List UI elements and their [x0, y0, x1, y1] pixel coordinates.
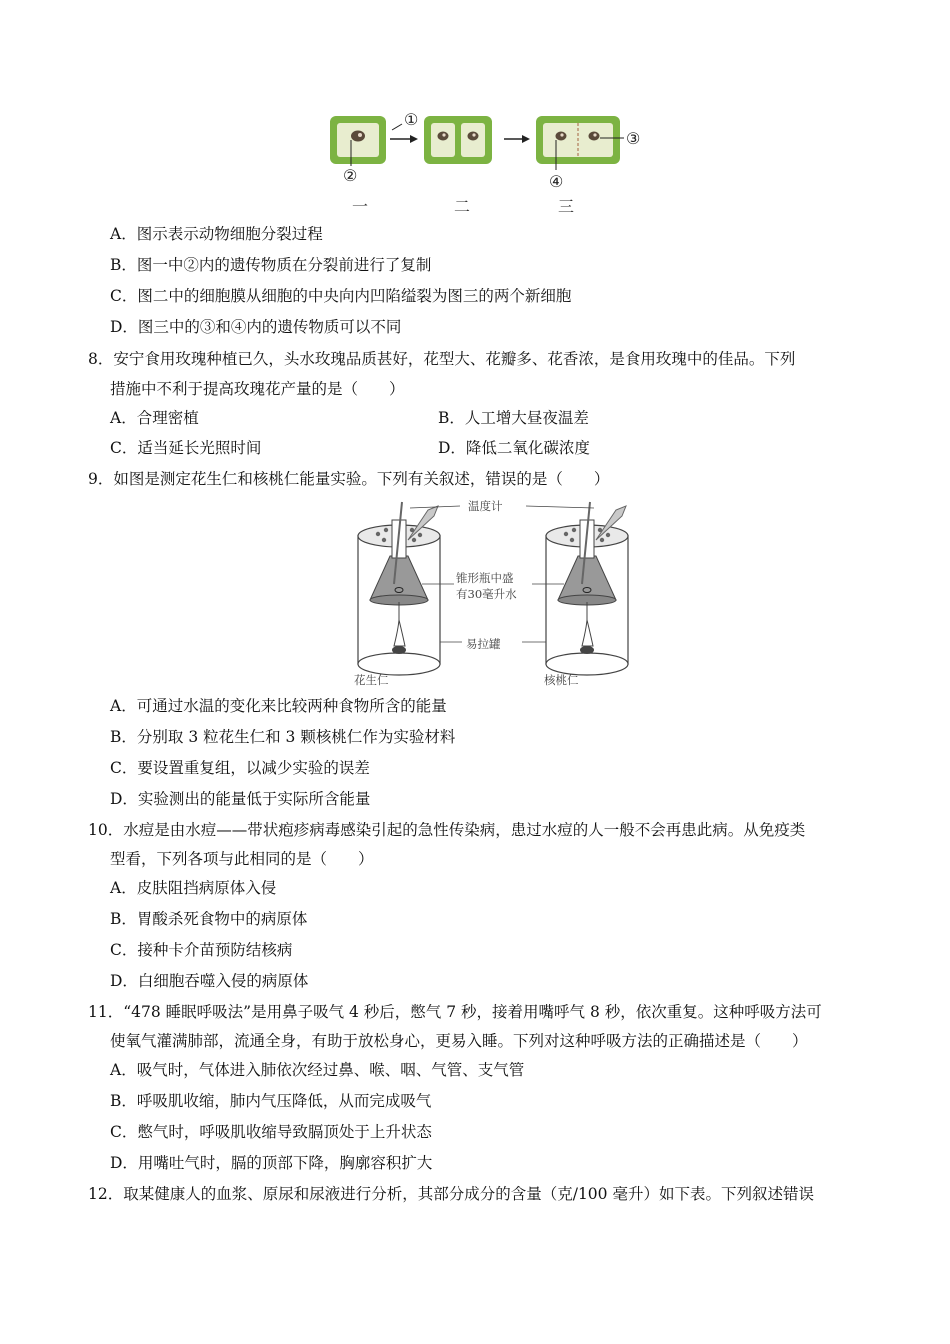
q9-option-c: C．要设置重复组，以减少实验的误差 [110, 759, 370, 777]
can-label: 易拉罐 [466, 637, 501, 651]
q8-option-a: A．合理密植 [110, 409, 199, 427]
q8-option-b: B．人工增大昼夜温差 [438, 409, 589, 427]
q9-option-d: D．实验测出的能量低于实际所含能量 [110, 790, 371, 808]
q8-stem-line1: 8．安宁食用玫瑰种植已久，头水玫瑰品质甚好，花型大、花瓣多、花香浓，是食用玫瑰中的佳品。下列 [88, 350, 796, 368]
q8-stem-line2: 措施中不利于提高玫瑰花产量的是（ ） [110, 380, 405, 398]
q11-stem-line1: 11．“478 睡眠呼吸法”是用鼻子吸气 4 秒后，憋气 7 秒，接着用嘴呼气 8 秒，依次重复。这种呼吸方法可 [88, 1003, 822, 1021]
peanut-apparatus [358, 502, 440, 675]
cell-division-figure [320, 108, 660, 188]
q7-option-c: C．图二中的细胞膜从细胞的中央向内凹陷缢裂为图三的两个新细胞 [110, 287, 572, 305]
cell-panel-2 [424, 116, 492, 164]
q10-option-a: A．皮肤阻挡病原体入侵 [110, 879, 277, 897]
flask-label-line1: 锥形瓶中盛 [456, 571, 514, 585]
q12-stem-line1: 12．取某健康人的血浆、原尿和尿液进行分析，其部分成分的含量（克/100 毫升）如下表。下列叙述错误 [88, 1185, 814, 1203]
q11-option-a: A．吸气时，气体进入肺依次经过鼻、喉、咽、气管、支气管 [110, 1061, 525, 1079]
q11-option-d: D．用嘴吐气时，膈的顶部下降，胸廓容积扩大 [110, 1154, 433, 1172]
cell-panel-1 [330, 116, 386, 164]
walnut-label: 核桃仁 [544, 673, 579, 687]
marker-1: ① [404, 110, 419, 129]
q8-option-c: C．适当延长光照时间 [110, 439, 262, 457]
q9-option-a: A．可通过水温的变化来比较两种食物所含的能量 [110, 697, 447, 715]
flask-label-line2: 有30毫升水 [456, 587, 517, 601]
q9-option-b: B．分别取 3 粒花生仁和 3 颗核桃仁作为实验材料 [110, 728, 456, 746]
panel-label-2: 二 [454, 197, 471, 216]
walnut-apparatus [546, 502, 628, 675]
q7-option-b: B．图一中②内的遗传物质在分裂前进行了复制 [110, 256, 432, 274]
cell-panel-3 [536, 116, 620, 164]
q11-option-c: C．憋气时，呼吸肌收缩导致膈顶处于上升状态 [110, 1123, 432, 1141]
q9-stem: 9．如图是测定花生仁和核桃仁能量实验。下列有关叙述，错误的是（ ） [88, 470, 610, 488]
marker-2: ② [343, 166, 358, 185]
q10-stem-line2: 型看，下列各项与此相同的是（ ） [110, 850, 374, 868]
q10-option-d: D．白细胞吞噬入侵的病原体 [110, 972, 309, 990]
q11-option-b: B．呼吸肌收缩，肺内气压降低，从而完成吸气 [110, 1092, 432, 1110]
q7-option-d: D．图三中的③和④内的遗传物质可以不同 [110, 318, 402, 336]
panel-label-3: 三 [558, 197, 575, 216]
q8-option-d: D．降低二氧化碳浓度 [438, 439, 590, 457]
panel-label-1: 一 [352, 197, 369, 216]
marker-3: ③ [626, 129, 641, 148]
q11-stem-line2: 使氧气灌满肺部，流通全身，有助于放松身心，更易入睡。下列对这种呼吸方法的正确描述是（ ） [110, 1032, 808, 1050]
q10-stem-line1: 10．水痘是由水痘——带状疱疹病毒感染引起的急性传染病，患过水痘的人一般不会再患此病。从免疫类 [88, 821, 806, 839]
q7-option-a: A．图示表示动物细胞分裂过程 [110, 225, 323, 243]
thermometer-label: 温度计 [468, 499, 503, 513]
peanut-label: 花生仁 [354, 673, 389, 687]
q10-option-b: B．胃酸杀死食物中的病原体 [110, 910, 308, 928]
q10-option-c: C．接种卡介苗预防结核病 [110, 941, 293, 959]
marker-4: ④ [549, 172, 564, 191]
